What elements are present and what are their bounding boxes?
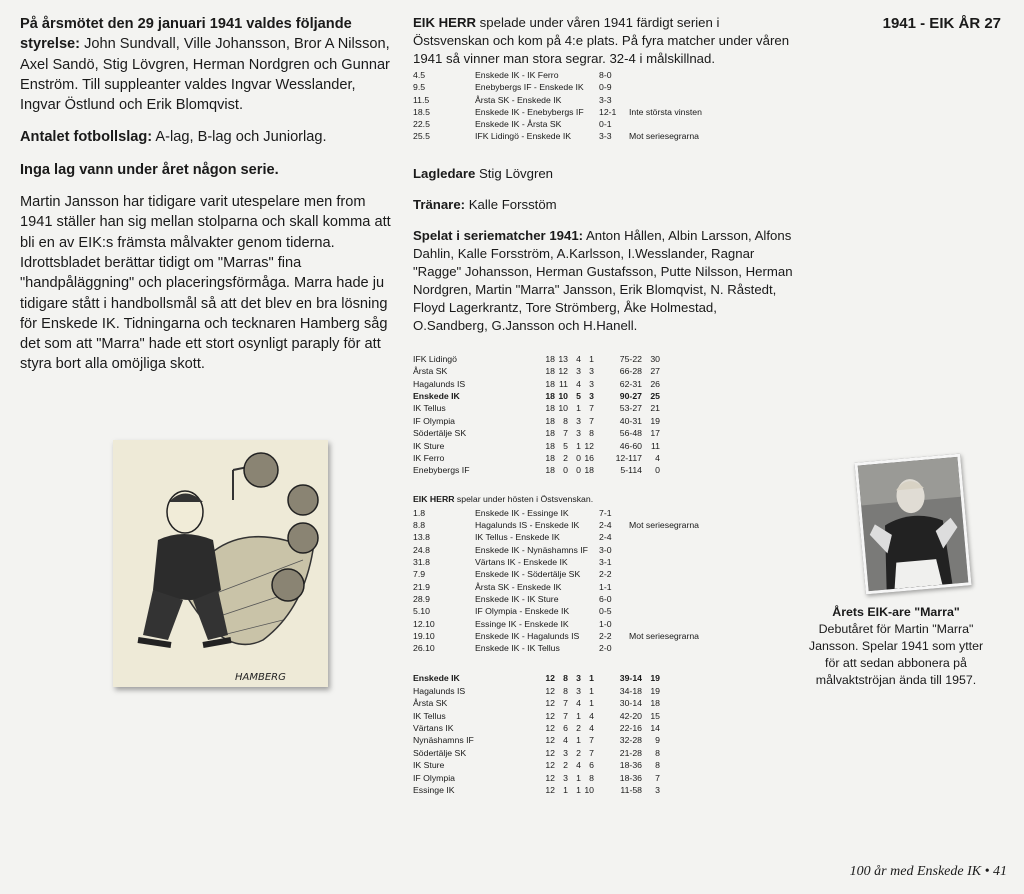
games-played: 12 — [545, 710, 555, 721]
games-played: 18 — [545, 366, 555, 377]
team-name: IFK Lidingö — [413, 353, 457, 364]
wins: 3 — [563, 772, 568, 783]
points: 18 — [650, 698, 660, 709]
team-name: Enskede IK — [413, 673, 460, 684]
match-note — [629, 507, 699, 519]
wins: 10 — [558, 391, 568, 401]
match-result: 8-0 — [599, 70, 612, 80]
losses: 1 — [589, 353, 594, 364]
match-date: 4.5 — [413, 70, 426, 80]
games-played: 18 — [545, 453, 555, 464]
lagledare-line — [413, 165, 793, 183]
match-date: 13.8 — [413, 532, 430, 543]
autumn-match-row — [413, 618, 699, 630]
autumn-match-row — [413, 593, 699, 605]
autumn-match-row — [413, 568, 699, 580]
match-date: 18.5 — [413, 106, 430, 117]
match-note: Mot seriesegrarna — [629, 131, 700, 142]
match-note — [629, 568, 699, 580]
points: 9 — [655, 735, 660, 746]
marra-photo — [854, 454, 971, 595]
autumn-table-row — [413, 710, 660, 722]
autumn-match-row — [413, 544, 699, 556]
points: 14 — [650, 723, 660, 734]
team-name: Värtans IK — [413, 723, 454, 734]
draws: 1 — [576, 785, 581, 796]
losses: 3 — [589, 378, 594, 389]
points: 17 — [650, 428, 660, 439]
goal-difference: 21-28 — [619, 747, 642, 758]
match-note — [629, 605, 699, 617]
lagledare-value: Stig Lövgren — [475, 165, 554, 181]
board-lead: På årsmötet den 29 januari 1941 valdes följande styrelse: — [20, 16, 352, 53]
match-teams: Årsta SK - Enskede IK — [475, 581, 562, 592]
goal-difference: 90-27 — [619, 391, 642, 401]
losses: 10 — [584, 785, 594, 796]
players-paragraph — [413, 227, 793, 335]
autumn-table-row — [413, 772, 660, 784]
draws: 4 — [576, 353, 581, 364]
autumn-table-row — [413, 672, 660, 684]
wins: 4 — [563, 735, 568, 746]
goal-difference: 46-60 — [619, 440, 642, 451]
match-result: 2-2 — [599, 630, 612, 641]
match-result: 7-1 — [599, 507, 612, 518]
match-result: 0-5 — [599, 606, 612, 617]
match-note — [629, 94, 702, 106]
players-list: Anton Hållen, Albin Larsson, Alfons Dahlin, Kalle Forsström, A.Karlsson, I.Wesslander, Ragnar "Ragge" Johansson, Herman Gustafsson, Putte Nilsson, Herman Nordgren, Martin "Marra" Jansson, Erik Blomqvist, N. Råstedt, Floyd Lagerkrantz, Tore Strömberg, Åke Holmestad, O.Sandberg, G.Jansson och H.Hanell. — [413, 227, 793, 333]
games-played: 12 — [545, 723, 555, 734]
autumn-match-row — [413, 642, 699, 654]
match-result: 2-4 — [599, 532, 612, 543]
match-note — [629, 118, 702, 130]
spring-table-row — [413, 452, 660, 464]
hamberg-cartoon — [113, 440, 328, 687]
teams-lead: Antalet fotbollslag: — [20, 129, 153, 146]
match-date: 5.10 — [413, 606, 430, 617]
points: 8 — [655, 747, 660, 758]
points: 0 — [655, 465, 660, 476]
match-result: 3-1 — [599, 557, 612, 568]
points: 19 — [650, 415, 660, 426]
goal-difference: 5-114 — [620, 465, 642, 476]
draws: 3 — [576, 428, 581, 439]
no-series-paragraph — [20, 160, 392, 180]
goal-difference: 12-117 — [615, 453, 642, 464]
draws: 3 — [576, 685, 581, 696]
match-note: Mot seriesegrarna — [629, 630, 700, 641]
team-name: IK Ferro — [413, 453, 445, 464]
wins: 2 — [563, 453, 568, 464]
teams-paragraph — [20, 127, 392, 147]
games-played: 18 — [545, 465, 555, 476]
points: 19 — [650, 685, 660, 696]
page-footer — [850, 864, 1007, 880]
caption-title: Årets EIK-are "Marra" — [832, 605, 960, 619]
caption-text: Debutåret för Martin "Marra" Jansson. Spelar 1941 som ytter för att sedan abbonera på målvaktströjan ända till 1957. — [808, 622, 984, 687]
goal-difference: 34-18 — [619, 685, 642, 696]
match-teams: Årsta SK - Enskede IK — [475, 94, 562, 105]
games-played: 18 — [545, 378, 555, 389]
player-photo-image — [858, 457, 969, 591]
match-note — [629, 618, 699, 630]
goal-difference: 40-31 — [619, 415, 642, 426]
goal-difference: 30-14 — [619, 698, 642, 709]
draws: 2 — [576, 723, 581, 734]
goal-difference: 39-14 — [619, 673, 642, 684]
losses: 7 — [589, 415, 594, 426]
games-played: 12 — [545, 772, 555, 783]
autumn-match-row — [413, 519, 699, 531]
spring-schedule — [413, 69, 702, 143]
games-played: 12 — [545, 760, 555, 771]
match-note — [629, 593, 699, 605]
points: 15 — [650, 710, 660, 721]
autumn-table-row — [413, 734, 660, 746]
match-date: 9.5 — [413, 82, 426, 93]
games-played: 18 — [545, 428, 555, 439]
match-date: 25.5 — [413, 131, 430, 142]
match-result: 2-2 — [599, 569, 612, 580]
autumn-lead: EIK HERR — [413, 493, 455, 504]
spring-table-row — [413, 390, 660, 402]
goal-difference: 18-36 — [619, 772, 642, 783]
losses: 18 — [584, 465, 594, 476]
match-result: 12-1 — [599, 106, 617, 117]
points: 25 — [650, 391, 660, 401]
match-teams: Enskede IK - Årsta SK — [475, 119, 562, 130]
match-note: Inte största vinsten — [629, 106, 702, 117]
wins: 7 — [563, 698, 568, 709]
match-date: 24.8 — [413, 544, 430, 555]
wins: 12 — [558, 366, 568, 377]
losses: 7 — [589, 747, 594, 758]
losses: 6 — [589, 760, 594, 771]
goal-difference: 42-20 — [619, 710, 642, 721]
match-result: 2-0 — [599, 643, 612, 654]
points: 30 — [650, 353, 660, 364]
goal-difference: 11-58 — [620, 785, 642, 796]
autumn-table-row — [413, 685, 660, 697]
tranare-value: Kalle Forsstöm — [465, 196, 557, 212]
points: 21 — [650, 403, 660, 414]
games-played: 18 — [545, 440, 555, 451]
footer-book-title: 100 år med Enskede IK — [849, 864, 982, 879]
team-name: IK Sture — [413, 760, 445, 771]
wins: 3 — [563, 747, 568, 758]
points: 4 — [655, 453, 660, 464]
team-name: Södertälje SK — [413, 428, 467, 439]
spring-table-row — [413, 440, 660, 452]
autumn-match-row — [413, 630, 699, 642]
team-name: IK Tellus — [413, 403, 446, 414]
middle-column — [413, 14, 793, 796]
losses: 16 — [584, 453, 594, 464]
draws: 3 — [576, 366, 581, 377]
autumn-table-row — [413, 697, 660, 709]
games-played: 18 — [545, 415, 555, 426]
draws: 1 — [576, 710, 581, 721]
spring-match-row — [413, 69, 702, 81]
team-name: IF Olympia — [413, 772, 455, 783]
wins: 13 — [558, 353, 568, 364]
match-note: Mot seriesegrarna — [629, 520, 700, 531]
match-date: 28.9 — [413, 593, 430, 604]
team-name: Nynäshamns IF — [413, 735, 474, 746]
autumn-table-row — [413, 759, 660, 771]
page-number: 41 — [993, 864, 1007, 879]
spring-match-row — [413, 81, 702, 93]
autumn-text: spelar under hösten i Östsvenskan. — [454, 493, 594, 504]
match-date: 12.10 — [413, 618, 435, 629]
autumn-match-row — [413, 507, 699, 519]
draws: 3 — [576, 673, 581, 684]
match-teams: Essinge IK - Enskede IK — [475, 618, 569, 629]
draws: 3 — [576, 415, 581, 426]
teams-value: A-lag, B-lag och Juniorlag. — [152, 129, 327, 146]
team-name: Enskede IK — [413, 391, 460, 401]
games-played: 18 — [545, 353, 555, 364]
losses: 8 — [589, 772, 594, 783]
wins: 7 — [563, 428, 568, 439]
cartoon-signature: HAMBERG — [235, 672, 286, 683]
draws: 1 — [576, 735, 581, 746]
draws: 4 — [576, 378, 581, 389]
goal-difference: 22-16 — [619, 723, 642, 734]
page-title: 1941 - EIK ÅR 27 — [882, 15, 1001, 32]
points: 26 — [650, 378, 660, 389]
match-date: 22.5 — [413, 119, 430, 130]
photo-caption — [806, 604, 986, 689]
marra-paragraph: Martin Jansson har tidigare varit utespelare men from 1941 ställer han sig mellan stolparna och skall komma att bli en av EIK:s främsta målvakter genom tiderna. Idrottsbladet berättar tidigt om "Marras" fina "handpåläggning" och placeringsförmåga. Marra hade ju tidigare stått i handbollsmål så att det blev en bra lösning för Enskede IK. Tidningarna och tecknaren Hamberg såg det som att "Marra" hade ett stort osynligt paraply för att styra bort alla omöjliga skott. — [20, 194, 391, 373]
autumn-match-row — [413, 531, 699, 543]
losses: 7 — [589, 735, 594, 746]
match-result: 6-0 — [599, 593, 612, 604]
team-name: Enebybergs IF — [413, 465, 470, 476]
spring-table-row — [413, 365, 660, 377]
losses: 8 — [589, 428, 594, 439]
spring-text: spelade under våren 1941 färdigt serien i Östsvenskan och kom på 4:e plats. På fyra matcher under våren 1941 så vinner man stora segrar. 32-4 i målskillnad. — [413, 15, 790, 66]
losses: 3 — [589, 391, 594, 401]
points: 19 — [650, 673, 660, 684]
match-date: 1.8 — [413, 507, 426, 518]
goal-difference: 32-28 — [619, 735, 642, 746]
team-name: Södertälje SK — [413, 747, 467, 758]
match-note — [629, 642, 699, 654]
goal-difference: 75-22 — [619, 353, 642, 364]
autumn-match-row — [413, 581, 699, 593]
team-name: IK Tellus — [413, 710, 446, 721]
games-played: 12 — [545, 785, 555, 796]
points: 3 — [655, 785, 660, 796]
draws: 1 — [576, 403, 581, 414]
draws: 1 — [576, 440, 581, 451]
losses: 4 — [589, 710, 594, 721]
games-played: 12 — [545, 747, 555, 758]
match-result: 3-0 — [599, 544, 612, 555]
losses: 12 — [584, 440, 594, 451]
no-series-text: Inga lag vann under året någon serie. — [20, 161, 279, 178]
match-teams: Enskede IK - IK Tellus — [475, 643, 560, 654]
team-name: Essinge IK — [413, 785, 455, 796]
losses: 3 — [589, 366, 594, 377]
team-name: IK Sture — [413, 440, 445, 451]
wins: 1 — [563, 785, 568, 796]
wins: 2 — [563, 760, 568, 771]
draws: 0 — [576, 465, 581, 476]
wins: 8 — [563, 673, 568, 684]
match-result: 3-3 — [599, 94, 612, 105]
spring-match-row — [413, 118, 702, 130]
match-date: 21.9 — [413, 581, 430, 592]
match-result: 2-4 — [599, 520, 612, 531]
cartoon-drawing — [113, 440, 328, 687]
match-result: 0-9 — [599, 82, 612, 93]
goal-difference: 56-48 — [619, 428, 642, 439]
goal-difference: 18-36 — [619, 760, 642, 771]
draws: 5 — [576, 391, 581, 401]
autumn-league-table — [413, 672, 660, 796]
draws: 1 — [576, 772, 581, 783]
draws: 4 — [576, 760, 581, 771]
autumn-table-row — [413, 747, 660, 759]
autumn-match-row — [413, 556, 699, 568]
match-teams: Enskede IK - Enebybergs IF — [475, 106, 584, 117]
match-teams: IFK Lidingö - Enskede IK — [475, 131, 572, 142]
goal-difference: 62-31 — [619, 378, 642, 389]
points: 7 — [655, 772, 660, 783]
match-teams: IK Tellus - Enskede IK — [475, 532, 560, 543]
spring-table-row — [413, 378, 660, 390]
match-result: 3-3 — [599, 131, 612, 142]
wins: 11 — [558, 378, 568, 389]
spring-match-row — [413, 130, 702, 142]
match-date: 11.5 — [413, 94, 430, 105]
board-paragraph — [20, 14, 392, 115]
games-played: 18 — [545, 391, 555, 401]
spring-table-row — [413, 353, 660, 365]
match-teams: Enebybergs IF - Enskede IK — [475, 82, 584, 93]
match-result: 1-1 — [599, 581, 612, 592]
match-teams: Enskede IK - IK Sture — [475, 593, 559, 604]
draws: 2 — [576, 747, 581, 758]
match-note — [629, 81, 702, 93]
match-note — [629, 556, 699, 568]
games-played: 12 — [545, 673, 555, 684]
spring-table-row — [413, 464, 660, 476]
match-teams: Värtans IK - Enskede IK — [475, 557, 568, 568]
losses: 1 — [589, 698, 594, 709]
match-date: 31.8 — [413, 557, 430, 568]
wins: 8 — [563, 415, 568, 426]
games-played: 18 — [545, 403, 555, 414]
match-date: 19.10 — [413, 630, 435, 641]
match-note — [629, 531, 699, 543]
left-column — [20, 14, 392, 387]
autumn-match-row — [413, 605, 699, 617]
team-name: Årsta SK — [413, 366, 448, 377]
team-name: Hagalunds IS — [413, 378, 466, 389]
match-note — [629, 69, 702, 81]
match-date: 8.8 — [413, 520, 426, 531]
match-teams: Enskede IK - Essinge IK — [475, 507, 569, 518]
spring-league-table — [413, 353, 660, 477]
losses: 4 — [589, 723, 594, 734]
spring-match-row — [413, 94, 702, 106]
wins: 10 — [558, 403, 568, 414]
wins: 5 — [563, 440, 568, 451]
tranare-label: Tränare: — [413, 196, 466, 212]
games-played: 12 — [545, 685, 555, 696]
footer-separator: • — [984, 864, 990, 879]
team-name: Hagalunds IS — [413, 685, 466, 696]
points: 8 — [655, 760, 660, 771]
draws: 4 — [576, 698, 581, 709]
spring-paragraph — [413, 14, 793, 68]
match-teams: Enskede IK - Södertälje SK — [475, 569, 581, 580]
points: 27 — [650, 366, 660, 377]
spring-match-row — [413, 106, 702, 118]
autumn-schedule — [413, 507, 699, 655]
match-teams: IF Olympia - Enskede IK — [475, 606, 570, 617]
autumn-heading — [413, 493, 793, 505]
match-teams: Enskede IK - Nynäshamns IF — [475, 544, 588, 555]
match-note — [629, 581, 699, 593]
match-teams: Hagalunds IS - Enskede IK — [475, 520, 580, 531]
wins: 8 — [563, 685, 568, 696]
losses: 1 — [589, 673, 594, 684]
lagledare-label: Lagledare — [413, 165, 476, 181]
match-date: 26.10 — [413, 643, 435, 654]
goal-difference: 53-27 — [619, 403, 642, 414]
games-played: 12 — [545, 698, 555, 709]
draws: 0 — [576, 453, 581, 464]
losses: 7 — [589, 403, 594, 414]
autumn-table-row — [413, 784, 660, 796]
match-result: 0-1 — [599, 119, 612, 130]
spring-table-row — [413, 427, 660, 439]
spring-table-row — [413, 415, 660, 427]
match-note — [629, 544, 699, 556]
match-teams: Enskede IK - IK Ferro — [475, 70, 559, 80]
match-teams: Enskede IK - Hagalunds IS — [475, 630, 580, 641]
wins: 6 — [563, 723, 568, 734]
points: 11 — [650, 440, 660, 451]
spring-lead: EIK HERR — [413, 15, 477, 30]
team-name: IF Olympia — [413, 415, 455, 426]
match-result: 1-0 — [599, 618, 612, 629]
match-date: 7.9 — [413, 569, 426, 580]
games-played: 12 — [545, 735, 555, 746]
wins: 7 — [563, 710, 568, 721]
spring-table-row — [413, 402, 660, 414]
autumn-table-row — [413, 722, 660, 734]
wins: 0 — [563, 465, 568, 476]
board-members: John Sundvall, Ville Johansson, Bror A Nilsson, Axel Sandö, Stig Lövgren, Herman Nordgren och Gunnar Enström. Till suppleanter valdes Ingvar Wesslander, Ingvar Östlund och Erik Blomqvist. — [20, 36, 390, 114]
players-label: Spelat i seriematcher 1941: — [413, 227, 584, 243]
tranare-line — [413, 196, 793, 214]
team-name: Årsta SK — [413, 698, 448, 709]
goal-difference: 66-28 — [619, 366, 642, 377]
losses: 1 — [589, 685, 594, 696]
